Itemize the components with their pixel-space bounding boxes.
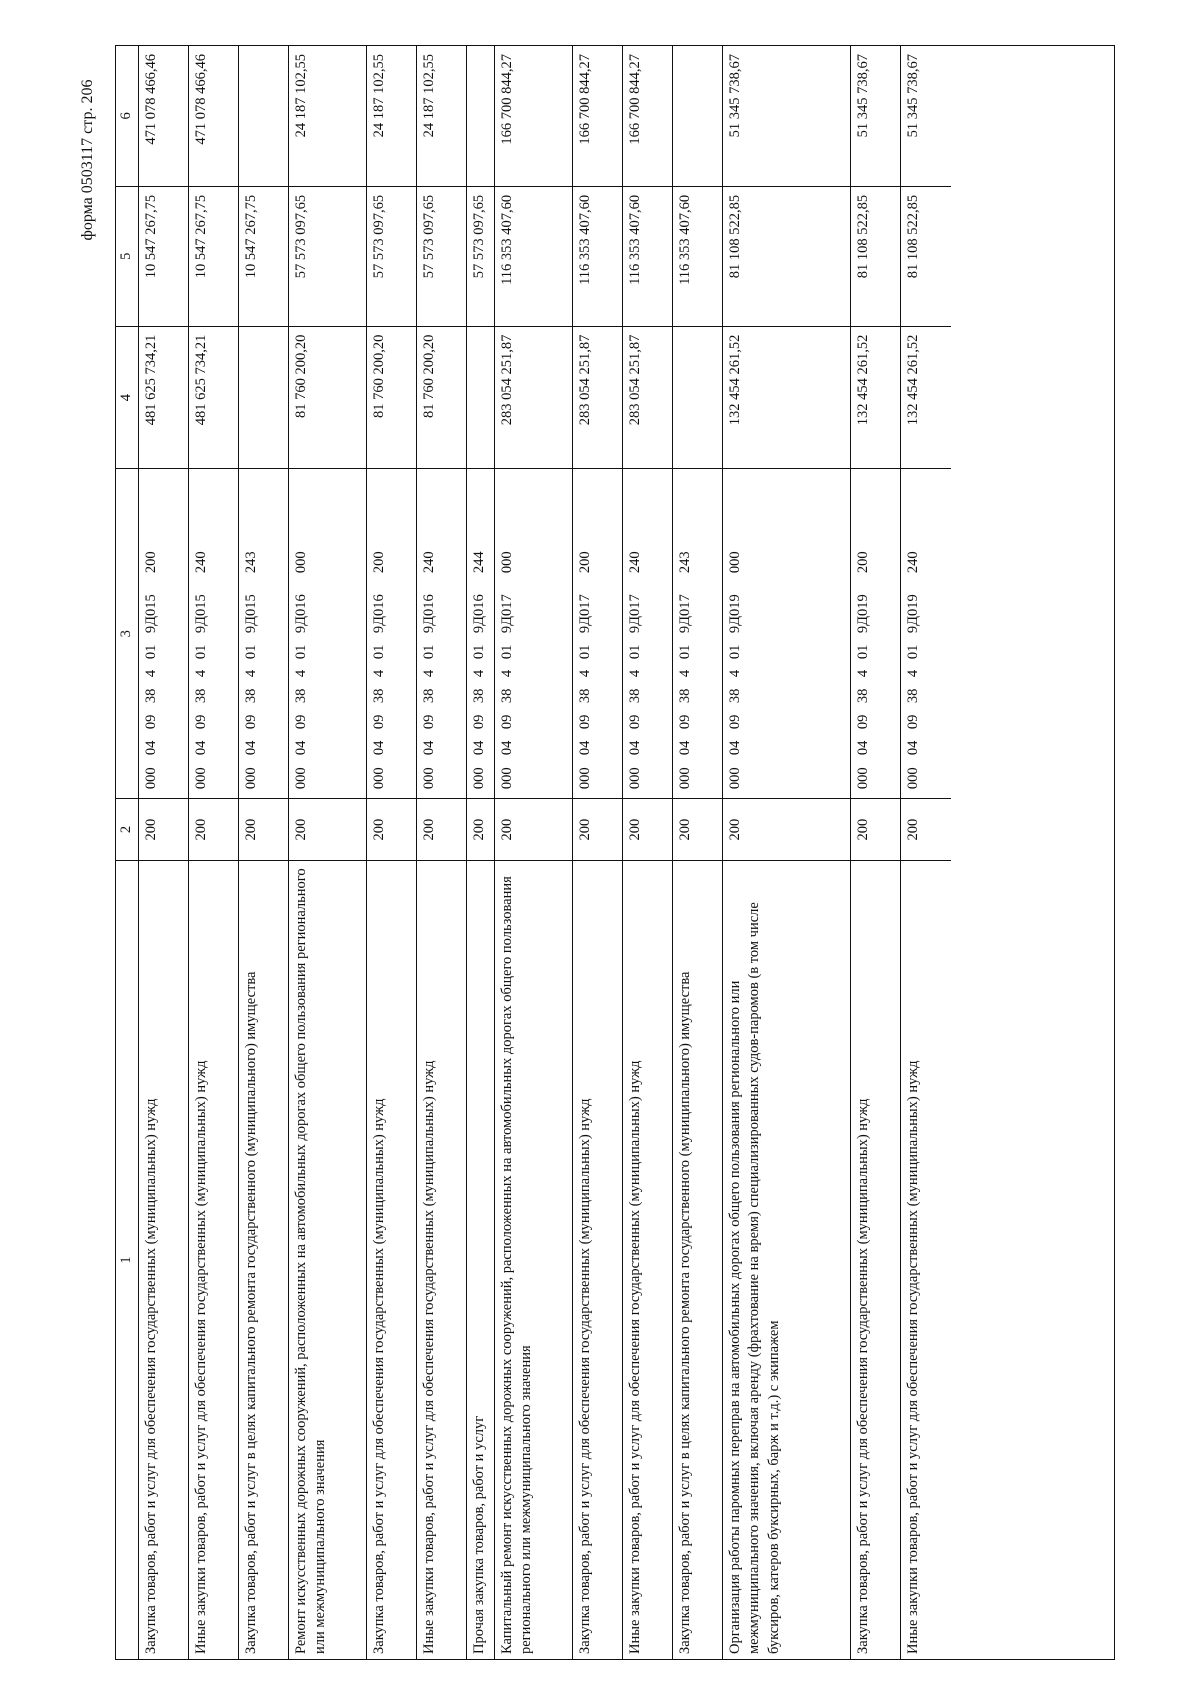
line-code: 200 (901, 798, 951, 860)
code-part: 4 (576, 669, 593, 678)
code-part: 38 (292, 688, 309, 704)
indicator-name: Капитальный ремонт искусственных дорожных сооружений, расположенных на автомобильных дорогах общего пользования регионального или межмуниципального значения (495, 860, 572, 1659)
code-parts (192, 475, 212, 794)
code-part: 4 (292, 669, 309, 678)
indicator-name: Закупка товаров, работ и услуг для обеспечения государственных (муниципальных) нужд (139, 860, 188, 1659)
executed-amount: 81 108 522,85 (851, 186, 900, 326)
code-part: 4 (470, 669, 487, 678)
code-part: 000 (726, 767, 743, 790)
code-part: 38 (370, 688, 387, 704)
code-part: 244 (470, 551, 487, 574)
code-part: 04 (192, 740, 209, 756)
code-part: 04 (142, 740, 159, 756)
code-parts (420, 475, 440, 794)
code-part: 38 (498, 688, 515, 704)
code-part: 04 (576, 740, 593, 756)
code-part: 4 (142, 669, 159, 678)
code-part: 200 (370, 551, 387, 574)
code-part: 01 (370, 644, 387, 660)
code-parts (904, 475, 924, 794)
code-part: 9Д015 (242, 594, 259, 634)
executed-amount: 81 108 522,85 (901, 186, 951, 326)
code-part: 9Д019 (904, 594, 921, 634)
code-part: 38 (242, 688, 259, 704)
code-part: 000 (498, 551, 515, 574)
code-part: 9Д015 (142, 594, 159, 634)
executed-amount: 57 573 097,65 (417, 186, 466, 326)
table-row (495, 46, 573, 1659)
table-header-row (116, 46, 139, 1659)
table-row (673, 46, 723, 1659)
table-row (189, 46, 239, 1659)
approved-amount: 81 760 200,20 (417, 326, 466, 469)
code-part: 000 (292, 767, 309, 790)
approved-amount: 132 454 261,52 (901, 326, 951, 469)
code-part: 09 (576, 714, 593, 730)
code-part: 09 (142, 714, 159, 730)
executed-amount: 57 573 097,65 (467, 186, 494, 326)
code-part: 01 (420, 644, 437, 660)
code-part: 04 (292, 740, 309, 756)
approved-amount: 283 054 251,87 (495, 326, 572, 469)
executed-amount: 81 108 522,85 (723, 186, 850, 326)
budget-classification-code (367, 469, 416, 799)
header-col-4: 4 (116, 326, 138, 469)
code-part: 4 (192, 669, 209, 678)
unexecuted-amount: 166 700 844,27 (626, 54, 643, 145)
code-part: 240 (904, 551, 921, 574)
executed-amount: 10 547 267,75 (239, 186, 288, 326)
approved-amount: 132 454 261,52 (851, 326, 900, 469)
budget-classification-code (851, 469, 900, 799)
code-part: 09 (498, 714, 515, 730)
line-code: 200 (367, 798, 416, 860)
code-part: 000 (192, 767, 209, 790)
unexecuted-amount (239, 46, 288, 186)
code-part: 38 (904, 688, 921, 704)
unexecuted-amount: 24 187 102,55 (370, 54, 387, 138)
header-col-5: 5 (116, 186, 138, 326)
code-part: 09 (626, 714, 643, 730)
code-part: 4 (904, 669, 921, 678)
budget-classification-code (573, 469, 622, 799)
code-part: 4 (626, 669, 643, 678)
code-part: 9Д016 (470, 594, 487, 634)
code-parts (242, 475, 262, 794)
budget-classification-code (417, 469, 466, 799)
code-part: 04 (854, 740, 871, 756)
budget-classification-code (467, 469, 494, 799)
code-part: 38 (726, 688, 743, 704)
executed-amount: 116 353 407,60 (623, 186, 672, 326)
line-code: 200 (139, 798, 188, 860)
executed-amount: 10 547 267,75 (189, 186, 238, 326)
unexecuted-amount: 471 078 466,46 (192, 54, 209, 145)
code-part: 01 (192, 644, 209, 660)
code-part: 38 (420, 688, 437, 704)
line-code: 200 (189, 798, 238, 860)
code-part: 09 (726, 714, 743, 730)
code-part: 000 (676, 767, 693, 790)
code-part: 04 (726, 740, 743, 756)
code-part: 38 (626, 688, 643, 704)
code-parts (854, 475, 874, 794)
code-part: 4 (676, 669, 693, 678)
executed-amount: 57 573 097,65 (289, 186, 366, 326)
line-code: 200 (673, 798, 722, 860)
approved-amount (239, 326, 288, 469)
indicator-name: Закупка товаров, работ и услуг в целях капитального ремонта государственного (муниципального) имущества (673, 860, 722, 1659)
unexecuted-amount: 51 345 738,67 (726, 54, 743, 138)
line-code: 200 (851, 798, 900, 860)
table-row (139, 46, 189, 1659)
code-part: 09 (470, 714, 487, 730)
unexecuted-amount: 24 187 102,55 (292, 54, 309, 138)
code-part: 01 (470, 644, 487, 660)
code-part: 09 (192, 714, 209, 730)
code-parts (626, 475, 646, 794)
code-part: 38 (576, 688, 593, 704)
code-part: 01 (676, 644, 693, 660)
indicator-name: Закупка товаров, работ и услуг в целях капитального ремонта государственного (муниципального) имущества (239, 860, 288, 1659)
indicator-name: Закупка товаров, работ и услуг для обеспечения государственных (муниципальных) нужд (851, 860, 900, 1659)
header-col-2: 2 (116, 798, 138, 860)
code-part: 9Д017 (576, 594, 593, 634)
code-part: 01 (142, 644, 159, 660)
code-part: 9Д016 (420, 594, 437, 634)
code-part: 38 (854, 688, 871, 704)
code-part: 04 (370, 740, 387, 756)
budget-classification-code (139, 469, 188, 799)
code-part: 9Д015 (192, 594, 209, 634)
line-code: 200 (417, 798, 466, 860)
code-part: 38 (142, 688, 159, 704)
table-row (417, 46, 467, 1659)
unexecuted-amount: 471 078 466,46 (142, 54, 159, 145)
code-part: 000 (292, 551, 309, 574)
indicator-name: Прочая закупка товаров, работ и услуг (467, 860, 494, 1659)
code-part: 000 (726, 551, 743, 574)
indicator-name: Иные закупки товаров, работ и услуг для обеспечения государственных (муниципальных) нужд (623, 860, 672, 1659)
code-part: 000 (370, 767, 387, 790)
line-code: 200 (723, 798, 850, 860)
code-part: 4 (420, 669, 437, 678)
code-part: 01 (904, 644, 921, 660)
code-part: 4 (242, 669, 259, 678)
indicator-name: Иные закупки товаров, работ и услуг для обеспечения государственных (муниципальных) нужд (901, 860, 951, 1659)
code-part: 09 (370, 714, 387, 730)
line-code: 200 (623, 798, 672, 860)
code-part: 000 (420, 767, 437, 790)
code-part: 04 (676, 740, 693, 756)
line-code: 200 (289, 798, 366, 860)
code-part: 200 (576, 551, 593, 574)
code-parts (726, 475, 746, 794)
code-part: 9Д017 (676, 594, 693, 634)
approved-amount: 81 760 200,20 (367, 326, 416, 469)
code-part: 04 (242, 740, 259, 756)
header-col-6: 6 (118, 112, 134, 120)
header-col-1: 1 (116, 860, 138, 1659)
executed-amount: 116 353 407,60 (495, 186, 572, 326)
code-part: 38 (192, 688, 209, 704)
code-part: 01 (626, 644, 643, 660)
code-part: 04 (904, 740, 921, 756)
budget-classification-code (623, 469, 672, 799)
code-part: 01 (498, 644, 515, 660)
code-parts (676, 475, 696, 794)
code-part: 000 (626, 767, 643, 790)
code-part: 200 (142, 551, 159, 574)
code-part: 01 (854, 644, 871, 660)
code-part: 01 (242, 644, 259, 660)
line-code: 200 (573, 798, 622, 860)
table-row (289, 46, 367, 1659)
executed-amount: 10 547 267,75 (139, 186, 188, 326)
code-part: 4 (726, 669, 743, 678)
budget-classification-code (723, 469, 850, 799)
code-part: 01 (576, 644, 593, 660)
budget-classification-code (189, 469, 238, 799)
code-part: 000 (498, 767, 515, 790)
budget-classification-code (239, 469, 288, 799)
unexecuted-amount: 51 345 738,67 (854, 54, 871, 138)
code-part: 4 (854, 669, 871, 678)
code-part: 01 (726, 644, 743, 660)
indicator-name: Организация работы паромных переправ на автомобильных дорогах общего пользования регионального или межмуниципального значения, включая аренду (фрахтование на время) специализированных судов-паромов (в том числе буксиров, катеров буксирных, барж и т.д.) с экипажем (723, 860, 850, 1659)
code-parts (576, 475, 596, 794)
table-row (573, 46, 623, 1659)
unexecuted-amount (673, 46, 722, 186)
code-part: 9Д017 (626, 594, 643, 634)
unexecuted-amount: 51 345 738,67 (904, 54, 921, 138)
approved-amount: 132 454 261,52 (723, 326, 850, 469)
table-row (623, 46, 673, 1659)
indicator-name: Иные закупки товаров, работ и услуг для обеспечения государственных (муниципальных) нужд (417, 860, 466, 1659)
table-row (851, 46, 901, 1659)
table-row (723, 46, 851, 1659)
code-part: 200 (854, 551, 871, 574)
code-part: 4 (498, 669, 515, 678)
approved-amount: 481 625 734,21 (189, 326, 238, 469)
table-row (467, 46, 495, 1659)
code-part: 240 (420, 551, 437, 574)
unexecuted-amount: 24 187 102,55 (420, 54, 437, 138)
code-part: 000 (242, 767, 259, 790)
unexecuted-amount: 166 700 844,27 (498, 54, 515, 145)
code-part: 9Д019 (854, 594, 871, 634)
code-part: 04 (420, 740, 437, 756)
code-part: 9Д016 (370, 594, 387, 634)
code-part: 01 (292, 644, 309, 660)
code-parts (292, 475, 312, 794)
code-part: 09 (676, 714, 693, 730)
indicator-name: Иные закупки товаров, работ и услуг для обеспечения государственных (муниципальных) нужд (189, 860, 238, 1659)
code-parts (370, 475, 390, 794)
line-code: 200 (239, 798, 288, 860)
code-part: 4 (370, 669, 387, 678)
code-part: 240 (192, 551, 209, 574)
unexecuted-amount: 166 700 844,27 (576, 54, 593, 145)
code-parts (498, 475, 518, 794)
budget-classification-code (673, 469, 722, 799)
table-row (367, 46, 417, 1659)
code-part: 04 (470, 740, 487, 756)
code-part: 04 (498, 740, 515, 756)
code-parts (142, 475, 162, 794)
code-part: 9Д016 (292, 594, 309, 634)
executed-amount: 116 353 407,60 (673, 186, 722, 326)
code-part: 09 (242, 714, 259, 730)
code-part: 000 (904, 767, 921, 790)
budget-classification-code (495, 469, 572, 799)
code-part: 04 (626, 740, 643, 756)
approved-amount: 81 760 200,20 (289, 326, 366, 469)
code-part: 9Д017 (498, 594, 515, 634)
code-part: 240 (626, 551, 643, 574)
approved-amount: 481 625 734,21 (139, 326, 188, 469)
approved-amount: 283 054 251,87 (573, 326, 622, 469)
code-part: 000 (854, 767, 871, 790)
budget-table-area (115, 45, 1115, 1660)
code-part: 243 (242, 551, 259, 574)
code-part: 000 (576, 767, 593, 790)
code-part: 09 (292, 714, 309, 730)
form-number-text: форма 0503117 стр. 206 (79, 79, 96, 241)
code-part: 09 (854, 714, 871, 730)
indicator-name: Ремонт искусственных дорожных сооружений, расположенных на автомобильных дорогах общего пользования регионального или межмуниципального значения (289, 860, 366, 1659)
code-part: 243 (676, 551, 693, 574)
code-part: 38 (470, 688, 487, 704)
line-code: 200 (495, 798, 572, 860)
budget-execution-table (115, 45, 1115, 1660)
code-part: 09 (420, 714, 437, 730)
budget-classification-code (289, 469, 366, 799)
code-part: 000 (142, 767, 159, 790)
budget-classification-code (901, 469, 951, 799)
header-col-3: 3 (116, 468, 138, 798)
code-part: 38 (676, 688, 693, 704)
executed-amount: 57 573 097,65 (367, 186, 416, 326)
approved-amount (467, 326, 494, 469)
code-part: 9Д019 (726, 594, 743, 634)
indicator-name: Закупка товаров, работ и услуг для обеспечения государственных (муниципальных) нужд (367, 860, 416, 1659)
table-row (901, 46, 951, 1659)
code-parts (470, 475, 490, 794)
executed-amount: 116 353 407,60 (573, 186, 622, 326)
approved-amount (673, 326, 722, 469)
table-row (239, 46, 289, 1659)
approved-amount: 283 054 251,87 (623, 326, 672, 469)
unexecuted-amount (467, 46, 494, 186)
code-part: 09 (904, 714, 921, 730)
indicator-name: Закупка товаров, работ и услуг для обеспечения государственных (муниципальных) нужд (573, 860, 622, 1659)
line-code: 200 (467, 798, 494, 860)
code-part: 000 (470, 767, 487, 790)
